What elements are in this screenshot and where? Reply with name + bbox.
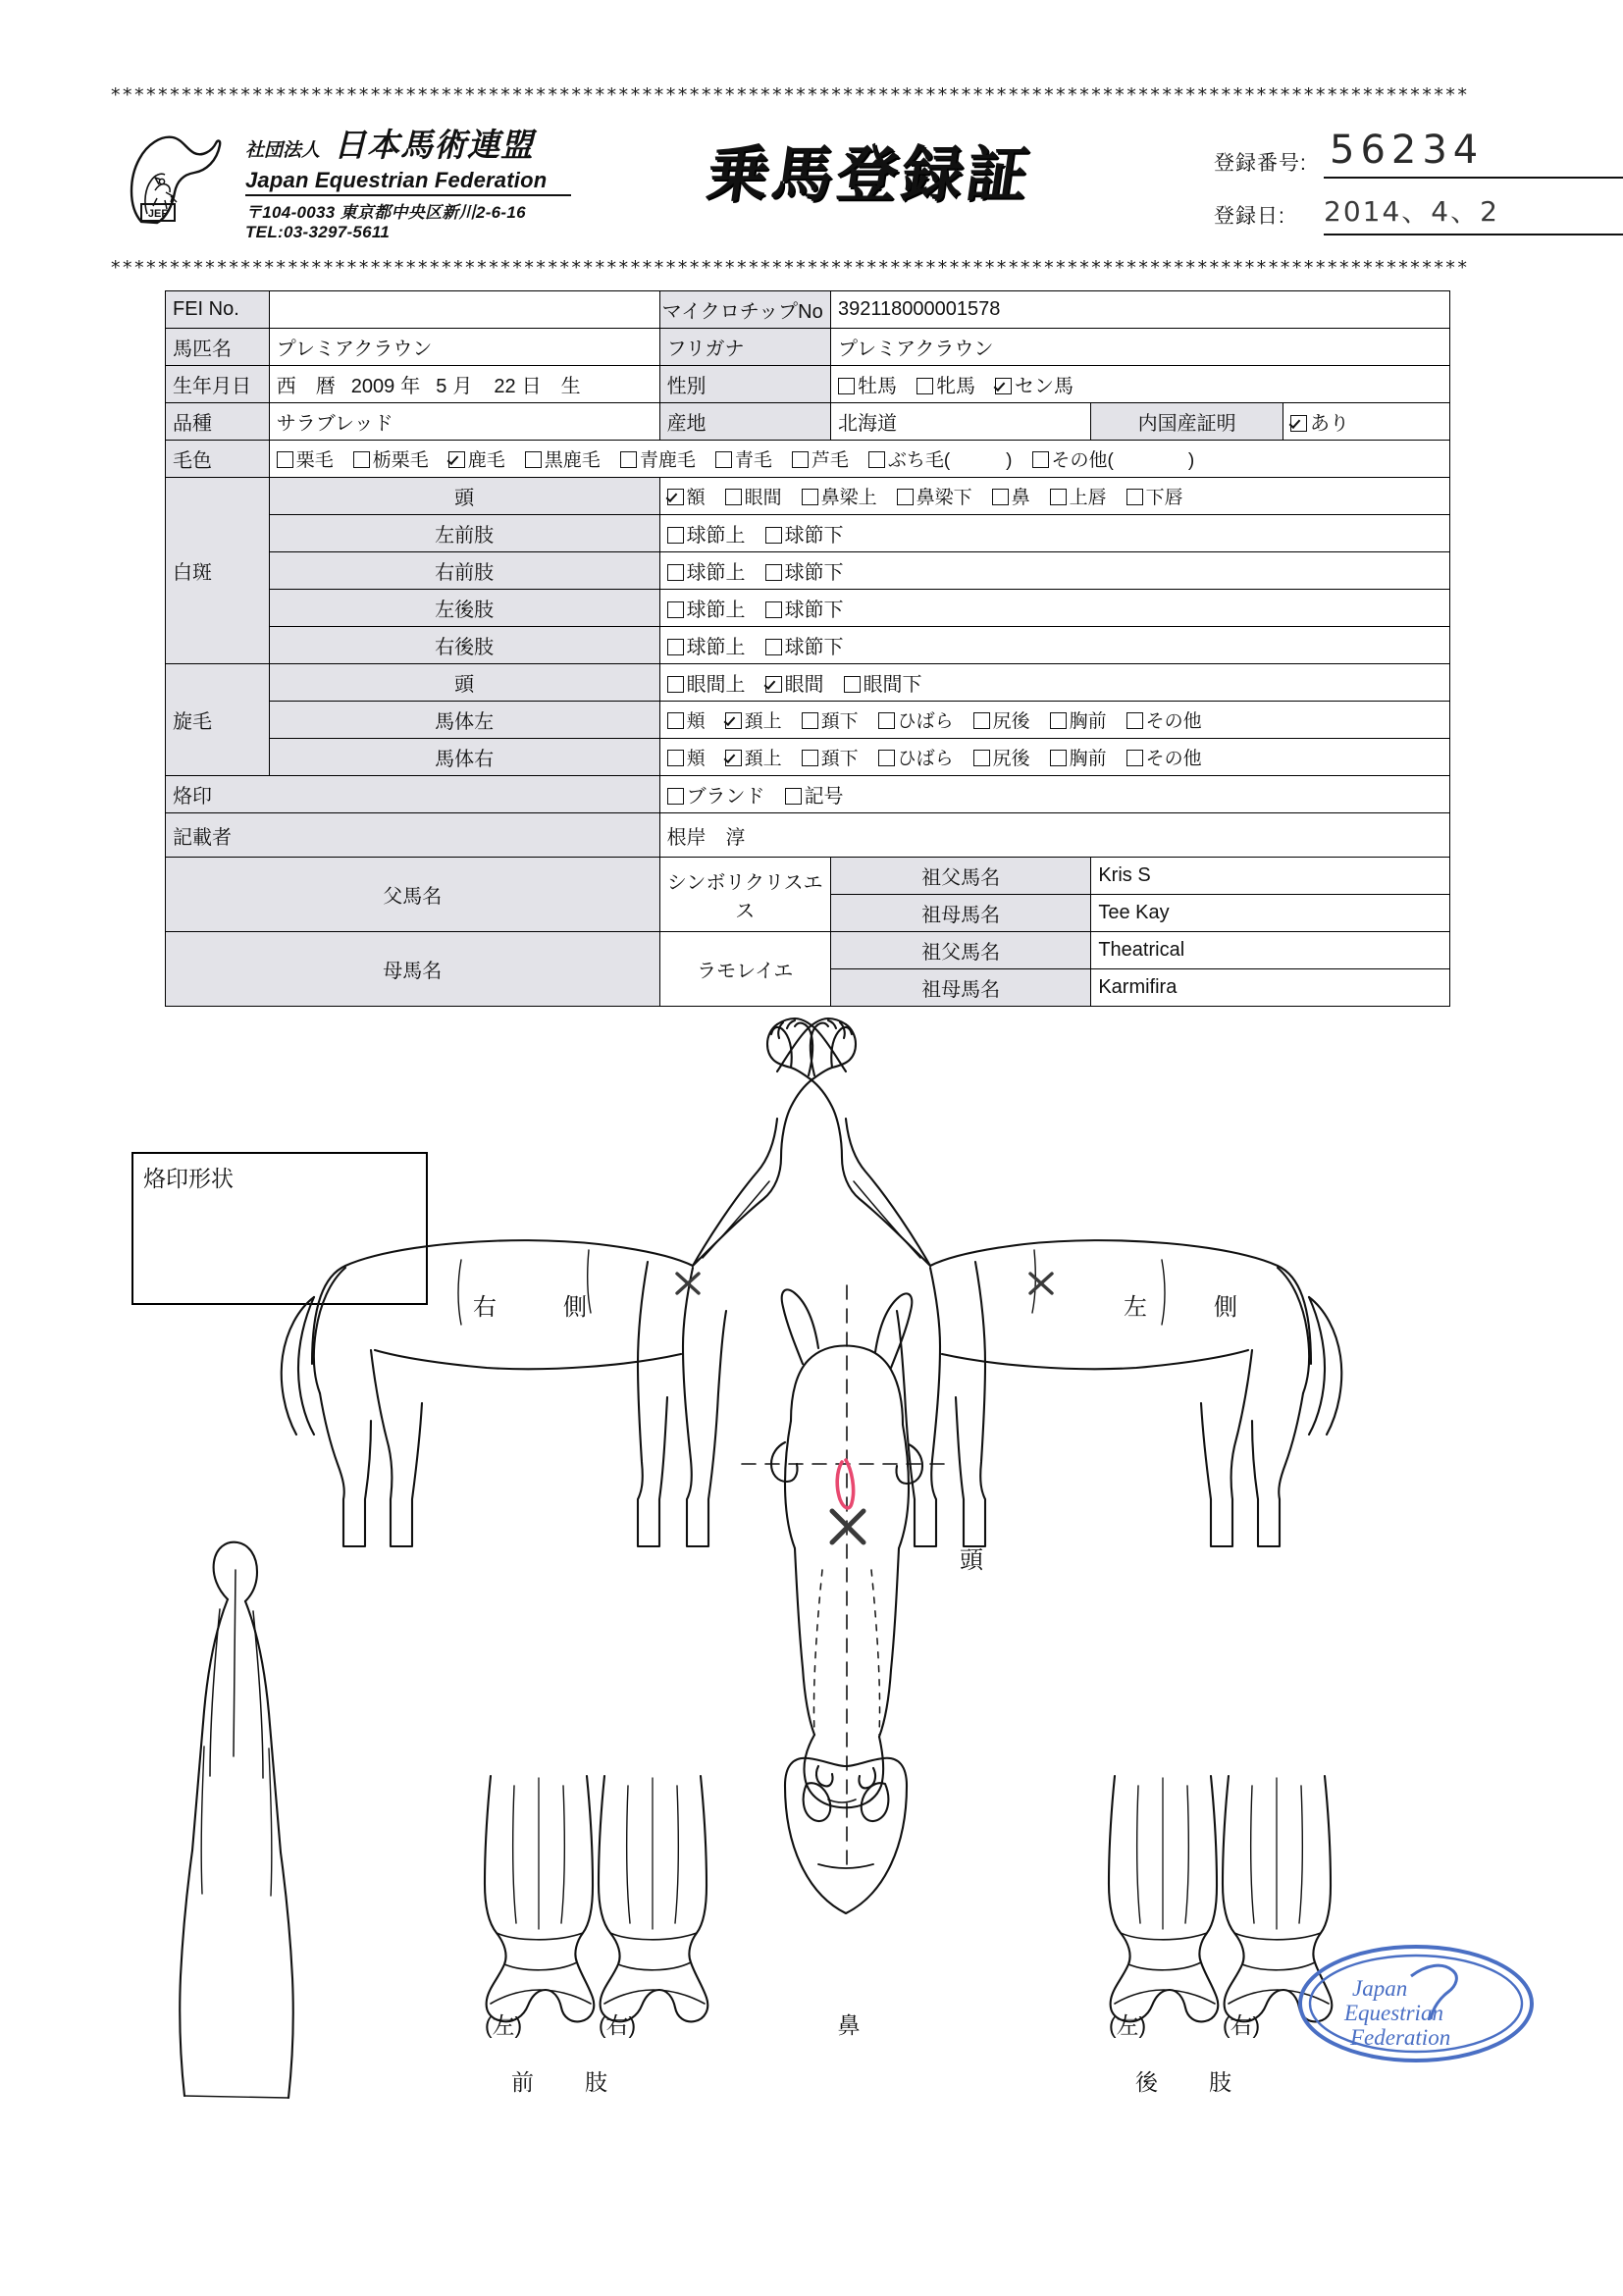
checkbox-option[interactable]: [1050, 706, 1107, 733]
whorl-right-label: 馬体右: [269, 739, 659, 776]
checkbox-option[interactable]: [765, 668, 824, 697]
birth-label: 生年月日: [166, 366, 270, 403]
checkbox-option[interactable]: [667, 744, 706, 770]
checkbox-option[interactable]: [838, 370, 897, 398]
whorl-head-options[interactable]: [659, 664, 1449, 702]
white-limb-options-2[interactable]: [659, 590, 1449, 627]
dam-label: 母馬名: [166, 932, 660, 1007]
table-row-fei: [166, 291, 1450, 329]
table-row-breed: [166, 403, 1450, 441]
checkbox-option[interactable]: [973, 744, 1030, 770]
checkbox-box: [1290, 415, 1307, 432]
table-row-whorl-head: [166, 664, 1450, 702]
domestic-option[interactable]: [1283, 403, 1450, 441]
checkbox-box: [802, 750, 818, 766]
checkbox-box: [916, 378, 933, 394]
horse-neck-top-view: [180, 1542, 293, 2098]
checkbox-box: [878, 712, 895, 729]
checkbox-label: 上唇: [1069, 488, 1107, 508]
checkbox-option[interactable]: [878, 744, 954, 770]
checkbox-label: セン馬: [1014, 376, 1073, 397]
checkbox-box: [448, 451, 465, 468]
table-row-white-limb-1: [166, 552, 1450, 590]
stamp-line-2: Equestrian: [1344, 2001, 1443, 2025]
jef-logo-icon: [122, 128, 228, 230]
checkbox-option[interactable]: [725, 706, 782, 733]
checkbox-label: 記号: [804, 786, 844, 808]
org-name-en: Japan Equestrian Federation: [245, 168, 548, 192]
checkbox-option[interactable]: [667, 519, 746, 548]
origin-label: 産地: [659, 403, 830, 441]
birth-year-unit: 年: [400, 376, 421, 397]
checkbox-label: 頚下: [820, 749, 859, 769]
left-side-label: 左 側: [1124, 1294, 1259, 1321]
horse-details-table: [165, 290, 1450, 1007]
checkbox-box: [838, 378, 855, 394]
checkbox-label: ひばら: [897, 749, 954, 769]
checkbox-option[interactable]: [715, 445, 772, 472]
table-row-name: [166, 329, 1450, 366]
checkbox-label: 球節下: [784, 525, 844, 547]
white-head-options[interactable]: [659, 478, 1449, 515]
checkbox-label: 球節上: [686, 600, 746, 621]
horse-name-label: 馬匹名: [166, 329, 270, 366]
right-side-label: 右 側: [473, 1294, 608, 1321]
checkbox-box: [1050, 712, 1067, 729]
checkbox-option[interactable]: [667, 668, 746, 697]
checkbox-box: [844, 676, 861, 693]
checkbox-option[interactable]: [1050, 483, 1107, 509]
checkbox-option[interactable]: [1032, 445, 1195, 472]
checkbox-box: [973, 750, 990, 766]
birth-year: 2009: [350, 376, 395, 397]
checkbox-label: 牡馬: [857, 376, 897, 397]
brand-shape-box[interactable]: [131, 1152, 428, 1305]
checkbox-label: 鼻: [1011, 488, 1030, 508]
furigana-value[interactable]: プレミアクラウン: [830, 329, 1449, 366]
checkbox-label: 青毛: [734, 450, 772, 471]
checkbox-label: その他: [1145, 749, 1202, 769]
whorl-left-options[interactable]: [659, 702, 1449, 739]
checkbox-box: [620, 451, 637, 468]
table-row-white-head: [166, 478, 1450, 515]
birth-era: 西 暦: [276, 376, 336, 397]
document-header: [110, 118, 1513, 245]
checkbox-label: 青鹿毛: [639, 450, 696, 471]
sire-label: 父馬名: [166, 858, 660, 932]
dam-value[interactable]: ラモレイエ: [659, 932, 830, 1007]
checkbox-option[interactable]: [802, 744, 859, 770]
checkbox-box: [667, 489, 684, 505]
domestic-label: 内国産証明: [1091, 403, 1283, 441]
checkbox-label: ブランド: [686, 786, 765, 808]
checkbox-box: [667, 601, 684, 618]
hind-right-label: (右): [1222, 2012, 1261, 2038]
stamp-line-1: Japan: [1352, 1976, 1408, 2001]
checkbox-box: [725, 489, 742, 505]
checkbox-box: [765, 527, 782, 544]
checkbox-option[interactable]: [667, 631, 746, 659]
sire-gdam-label: 祖母馬名: [830, 895, 1090, 932]
fei-value[interactable]: [269, 291, 659, 329]
white-head-label: 頭: [269, 478, 659, 515]
checkbox-label: 球節上: [686, 637, 746, 658]
checkbox-box: [802, 489, 818, 505]
birth-day-unit: 日 生: [521, 376, 581, 397]
table-row-white-limb-0: [166, 515, 1450, 552]
checkbox-option[interactable]: [992, 483, 1030, 509]
sex-options[interactable]: [830, 366, 1449, 403]
table-row-dam-gsire: [166, 932, 1450, 969]
hind-limb-label: 後 肢: [1135, 2069, 1233, 2095]
checkbox-label: ひばら: [897, 711, 954, 732]
checkbox-option[interactable]: [667, 780, 765, 809]
checkbox-label: 鹿毛: [467, 450, 505, 471]
checkbox-option[interactable]: [1126, 483, 1183, 509]
table-row-coat: [166, 441, 1450, 478]
coat-label: 毛色: [166, 441, 270, 478]
limb-front-left: [485, 1776, 594, 2021]
checkbox-label: 額: [686, 488, 706, 508]
front-left-label: (左): [484, 2012, 523, 2038]
table-row-white-limb-2: [166, 590, 1450, 627]
white-limb-label-0: 左前肢: [269, 515, 659, 552]
dam-gsire-label: 祖父馬名: [830, 932, 1090, 969]
checkbox-box: [765, 564, 782, 581]
dam-gsire-value[interactable]: Theatrical: [1091, 932, 1450, 969]
checkbox-label: 眼間下: [863, 674, 922, 696]
checkbox-box: [525, 451, 542, 468]
top-star-rule: *******************************************************************************************************************: [110, 84, 1469, 106]
checkbox-label: 頬: [686, 749, 706, 769]
checkbox-box: [667, 527, 684, 544]
brand-label: 烙印: [166, 776, 660, 813]
checkbox-label: その他( ): [1051, 450, 1195, 471]
checkbox-option[interactable]: [667, 594, 746, 622]
sire-gdam-value[interactable]: Tee Kay: [1091, 895, 1450, 932]
checkbox-option[interactable]: [1126, 744, 1202, 770]
checkbox-label: 鼻梁下: [916, 488, 972, 508]
nose-label: 鼻: [837, 2012, 861, 2038]
registration-number-row: [1214, 128, 1623, 186]
checkbox-label: 黒鹿毛: [544, 450, 601, 471]
coat-options[interactable]: [269, 441, 1449, 478]
horse-left-side-view: [767, 1018, 1341, 1546]
limb-hind-left: [1109, 1776, 1218, 2021]
registration-date-value: 2014、4、2: [1324, 195, 1499, 228]
checkbox-option[interactable]: [785, 780, 844, 809]
checkbox-box: [765, 601, 782, 618]
checkbox-box: [995, 378, 1012, 394]
table-row-birth: [166, 366, 1450, 403]
registration-date-underline: [1324, 234, 1623, 235]
checkbox-box: [897, 489, 914, 505]
checkbox-option[interactable]: [1126, 706, 1202, 733]
white-limb-options-0[interactable]: [659, 515, 1449, 552]
org-address: 〒104-0033 東京都中央区新川2-6-16: [245, 203, 526, 222]
birth-month-unit: 月: [452, 376, 473, 397]
checkbox-option[interactable]: [802, 483, 877, 509]
checkbox-box: [667, 639, 684, 655]
checkbox-option[interactable]: [916, 370, 975, 398]
registration-number-underline: [1324, 177, 1623, 179]
checkbox-label: あり: [1310, 413, 1350, 435]
checkbox-box: [725, 750, 742, 766]
checkbox-option[interactable]: [725, 483, 782, 509]
checkbox-box: [277, 451, 293, 468]
checkbox-box: [667, 750, 684, 766]
checkbox-option[interactable]: [897, 483, 972, 509]
birth-day: 22: [494, 376, 516, 397]
checkbox-label: その他: [1145, 711, 1202, 732]
checkbox-option[interactable]: [844, 668, 922, 697]
checkbox-label: 尻後: [992, 749, 1030, 769]
checkbox-label: 頚上: [744, 749, 782, 769]
origin-value[interactable]: 北海道: [830, 403, 1090, 441]
table-row-white-limb-3: [166, 627, 1450, 664]
checkbox-option[interactable]: [667, 483, 706, 509]
org-divider: [245, 194, 571, 196]
checkbox-option[interactable]: [725, 744, 782, 770]
furigana-label: フリガナ: [659, 329, 830, 366]
checkbox-box: [973, 712, 990, 729]
white-limb-label-2: 左後肢: [269, 590, 659, 627]
org-prefix: 社団法人: [245, 140, 321, 161]
checkbox-box: [1126, 712, 1143, 729]
checkbox-box: [785, 788, 802, 805]
checkbox-option[interactable]: [765, 519, 844, 548]
checkbox-label: 眼間: [744, 488, 782, 508]
white-limb-label-1: 右前肢: [269, 552, 659, 590]
sire-gsire-label: 祖父馬名: [830, 858, 1090, 895]
checkbox-option[interactable]: [878, 706, 954, 733]
front-right-label: (右): [598, 2012, 637, 2038]
sex-label: 性別: [659, 366, 830, 403]
limb-front-right: [599, 1776, 707, 2021]
checkbox-option[interactable]: [448, 445, 505, 472]
checkbox-label: 球節上: [686, 525, 746, 547]
checkbox-option[interactable]: [973, 706, 1030, 733]
checkbox-label: 頬: [686, 711, 706, 732]
checkbox-label: 胸前: [1069, 749, 1107, 769]
checkbox-label: 球節下: [784, 600, 844, 621]
brand-options[interactable]: [659, 776, 1449, 813]
checkbox-option[interactable]: [353, 445, 429, 472]
white-limb-options-1[interactable]: [659, 552, 1449, 590]
checkbox-label: 下唇: [1145, 488, 1183, 508]
dam-gdam-label: 祖母馬名: [830, 969, 1090, 1007]
checkbox-label: 球節上: [686, 562, 746, 584]
head-view-label: 頭: [960, 1547, 983, 1574]
registration-date-label: 登録日:: [1214, 205, 1285, 228]
horse-head-front-view: [742, 1285, 954, 1864]
breed-value[interactable]: サラブレッド: [269, 403, 659, 441]
registration-number-value: 56234: [1330, 128, 1485, 173]
white-limb-label-3: 右後肢: [269, 627, 659, 664]
checkbox-option[interactable]: [802, 706, 859, 733]
checkbox-box: [1126, 489, 1143, 505]
checkbox-option[interactable]: [765, 631, 844, 659]
nose-front-view: [785, 1758, 907, 1913]
jef-official-stamp: [1293, 1935, 1539, 2072]
organization-block: [245, 120, 571, 242]
checkbox-label: 栗毛: [295, 450, 334, 471]
checkbox-label: 頚下: [820, 711, 859, 732]
recorder-label: 記載者: [166, 813, 660, 858]
brand-shape-label: 烙印形状: [143, 1166, 234, 1191]
checkbox-label: 牝馬: [935, 376, 975, 397]
checkbox-box: [667, 676, 684, 693]
checkbox-label: 眼間: [784, 674, 824, 696]
registration-number-label: 登録番号:: [1214, 152, 1307, 175]
checkbox-label: 球節下: [784, 637, 844, 658]
checkbox-option[interactable]: [765, 556, 844, 585]
checkbox-option[interactable]: [995, 370, 1073, 398]
checkbox-box: [667, 712, 684, 729]
stamp-line-3: Federation: [1350, 2025, 1451, 2050]
table-row-whorl-left: [166, 702, 1450, 739]
checkbox-box: [765, 639, 782, 655]
table-row-sire-gsire: [166, 858, 1450, 895]
checkbox-option[interactable]: [525, 445, 601, 472]
org-telephone: TEL:03-3297-5611: [245, 223, 391, 241]
microchip-value[interactable]: 392118000001578: [830, 291, 1449, 329]
checkbox-option[interactable]: [1290, 407, 1349, 436]
checkbox-box: [1126, 750, 1143, 766]
checkbox-box: [353, 451, 370, 468]
checkbox-label: 眼間上: [686, 674, 746, 696]
checkbox-box: [868, 451, 885, 468]
hind-left-label: (左): [1108, 2012, 1147, 2038]
birth-month: 5: [436, 376, 447, 397]
checkbox-box: [725, 712, 742, 729]
table-row-brand: [166, 776, 1450, 813]
checkbox-label: 胸前: [1069, 711, 1107, 732]
checkbox-box: [715, 451, 732, 468]
checkbox-option[interactable]: [620, 445, 696, 472]
checkbox-box: [1050, 489, 1067, 505]
checkbox-box: [765, 676, 782, 693]
checkbox-box: [792, 451, 809, 468]
whorl-label: 旋毛: [166, 664, 270, 776]
whorl-right-options[interactable]: [659, 739, 1449, 776]
checkbox-box: [878, 750, 895, 766]
checkbox-option[interactable]: [792, 445, 849, 472]
checkbox-option[interactable]: [765, 594, 844, 622]
horse-name-value[interactable]: プレミアクラウン: [269, 329, 659, 366]
front-limb-label: 前 肢: [511, 2069, 609, 2095]
birth-value[interactable]: [269, 366, 659, 403]
sire-gsire-value[interactable]: Kris S: [1091, 858, 1450, 895]
checkbox-option[interactable]: [1050, 744, 1107, 770]
checkbox-label: 鼻梁上: [820, 488, 877, 508]
checkbox-option[interactable]: [667, 556, 746, 585]
checkbox-label: 尻後: [992, 711, 1030, 732]
checkbox-label: 芦毛: [811, 450, 849, 471]
registration-date-row: [1214, 186, 1623, 241]
sire-value[interactable]: シンボリクリスエス: [659, 858, 830, 932]
org-name-jp: 日本馬術連盟: [334, 127, 535, 163]
checkbox-option[interactable]: [277, 445, 334, 472]
table-row-whorl-right: [166, 739, 1450, 776]
svg-text:JEF: JEF: [147, 208, 169, 220]
checkbox-label: ぶち毛( ): [887, 450, 1013, 471]
checkbox-box: [802, 712, 818, 729]
breed-label: 品種: [166, 403, 270, 441]
white-limb-options-3[interactable]: [659, 627, 1449, 664]
checkbox-box: [992, 489, 1009, 505]
recorder-value[interactable]: 根岸 淳: [659, 813, 1449, 858]
bottom-star-rule: *******************************************************************************************************************: [110, 257, 1469, 279]
checkbox-label: 頚上: [744, 711, 782, 732]
checkbox-box: [667, 564, 684, 581]
table-row-recorder: [166, 813, 1450, 858]
checkbox-option[interactable]: [667, 706, 706, 733]
whorl-left-label: 馬体左: [269, 702, 659, 739]
registration-block: [1214, 128, 1623, 241]
checkbox-label: 球節下: [784, 562, 844, 584]
checkbox-box: [1050, 750, 1067, 766]
dam-gdam-value[interactable]: Karmifira: [1091, 969, 1450, 1007]
whorl-head-label: 頭: [269, 664, 659, 702]
checkbox-box: [1032, 451, 1049, 468]
fei-label: FEI No.: [166, 291, 270, 329]
white-label: 白斑: [166, 478, 270, 664]
checkbox-option[interactable]: [868, 445, 1013, 472]
checkbox-label: 栃栗毛: [372, 450, 429, 471]
document-title: 乗馬登録証: [703, 138, 1037, 210]
checkbox-box: [667, 788, 684, 805]
microchip-label: マイクロチップNo: [659, 291, 830, 329]
